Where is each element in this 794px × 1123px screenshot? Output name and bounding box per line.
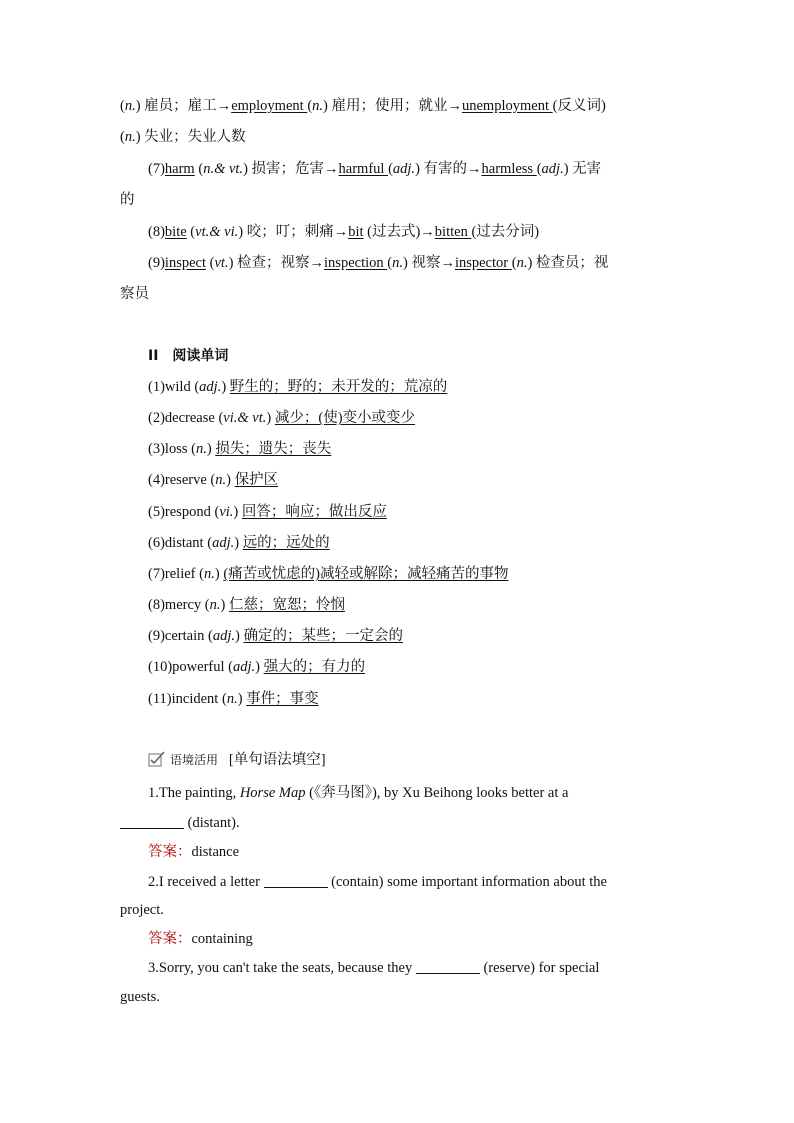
reading-word-item: (10)powerful (adj.) 强大的；有力的 bbox=[148, 659, 366, 675]
question-3-cont: guests. bbox=[120, 989, 160, 1005]
question-2: 2.I received a letter (contain) some important information about the bbox=[148, 874, 607, 890]
question-2-cont: project. bbox=[120, 902, 164, 918]
question-1: 1.The painting, Horse Map (《奔马图》), by Xu Beihong looks better at a bbox=[148, 785, 569, 801]
reading-word-item: (7)relief (n.) (痛苦或忧虑的)减轻或解除；减轻痛苦的事物 bbox=[148, 566, 509, 582]
reading-word-item: (4)reserve (n.) 保护区 bbox=[148, 472, 279, 488]
vocab-item-harm-cont: 的 bbox=[120, 192, 135, 208]
answer-unemployment: unemployment bbox=[461, 98, 553, 114]
question-1-cont: (distant). bbox=[120, 813, 240, 833]
answer-2: 答案：containing bbox=[148, 931, 253, 947]
exercise-title: [单句语法填空] bbox=[228, 752, 326, 768]
section-heading-reading-words: II 阅读单词 bbox=[148, 348, 229, 364]
answer-1: 答案：distance bbox=[148, 844, 240, 860]
reading-word-item: (8)mercy (n.) 仁慈；宽恕；怜悯 bbox=[148, 597, 345, 613]
reading-word-item: (9)certain (adj.) 确定的；某些；一定会的 bbox=[148, 628, 403, 644]
answer-blank[interactable] bbox=[120, 814, 184, 829]
question-3: 3.Sorry, you can't take the seats, because they (reserve) for special bbox=[148, 960, 600, 976]
vocab-item-harm: (7)harm (n.& vt.) 损害；危害→harmful (adj.) 有害的→harmless (adj.) 无害 bbox=[148, 161, 602, 177]
answer-blank[interactable] bbox=[416, 959, 480, 974]
answer-blank[interactable] bbox=[264, 873, 328, 888]
exercise-header bbox=[148, 750, 326, 773]
answer-employment: employment bbox=[231, 98, 308, 114]
reading-word-item: (11)incident (n.) 事件；事变 bbox=[148, 691, 319, 707]
reading-word-item: (2)decrease (vi.& vt.) 减少；(使)变小或变少 bbox=[148, 410, 416, 426]
vocab-line-unemployment-meaning: (n.) 失业；失业人数 bbox=[120, 129, 246, 145]
reading-word-item: (1)wild (adj.) 野生的；野的；未开发的；荒凉的 bbox=[148, 379, 448, 395]
vocab-line-employee: (n.) 雇员；雇工→employment (n.) 雇用；使用；就业→unemployment (反义词) bbox=[120, 98, 606, 114]
reading-word-item: (3)loss (n.) 损失；遗失；丧失 bbox=[148, 441, 332, 457]
exercise-tag: 语境活用 bbox=[170, 753, 219, 767]
vocab-item-inspect: (9)inspect (vt.) 检查；视察→inspection (n.) 视察→inspector (n.) 检查员；视 bbox=[148, 255, 609, 271]
vocab-item-bite: (8)bite (vt.& vi.) 咬；叮；刺痛→bit (过去式)→bitten (过去分词) bbox=[148, 224, 540, 240]
vocab-item-inspect-cont: 察员 bbox=[120, 286, 149, 302]
reading-word-item: (5)respond (vi.) 回答；响应；做出反应 bbox=[148, 504, 387, 520]
reading-word-item: (6)distant (adj.) 远的；远处的 bbox=[148, 535, 330, 551]
checkbox-pencil-icon bbox=[148, 751, 166, 773]
